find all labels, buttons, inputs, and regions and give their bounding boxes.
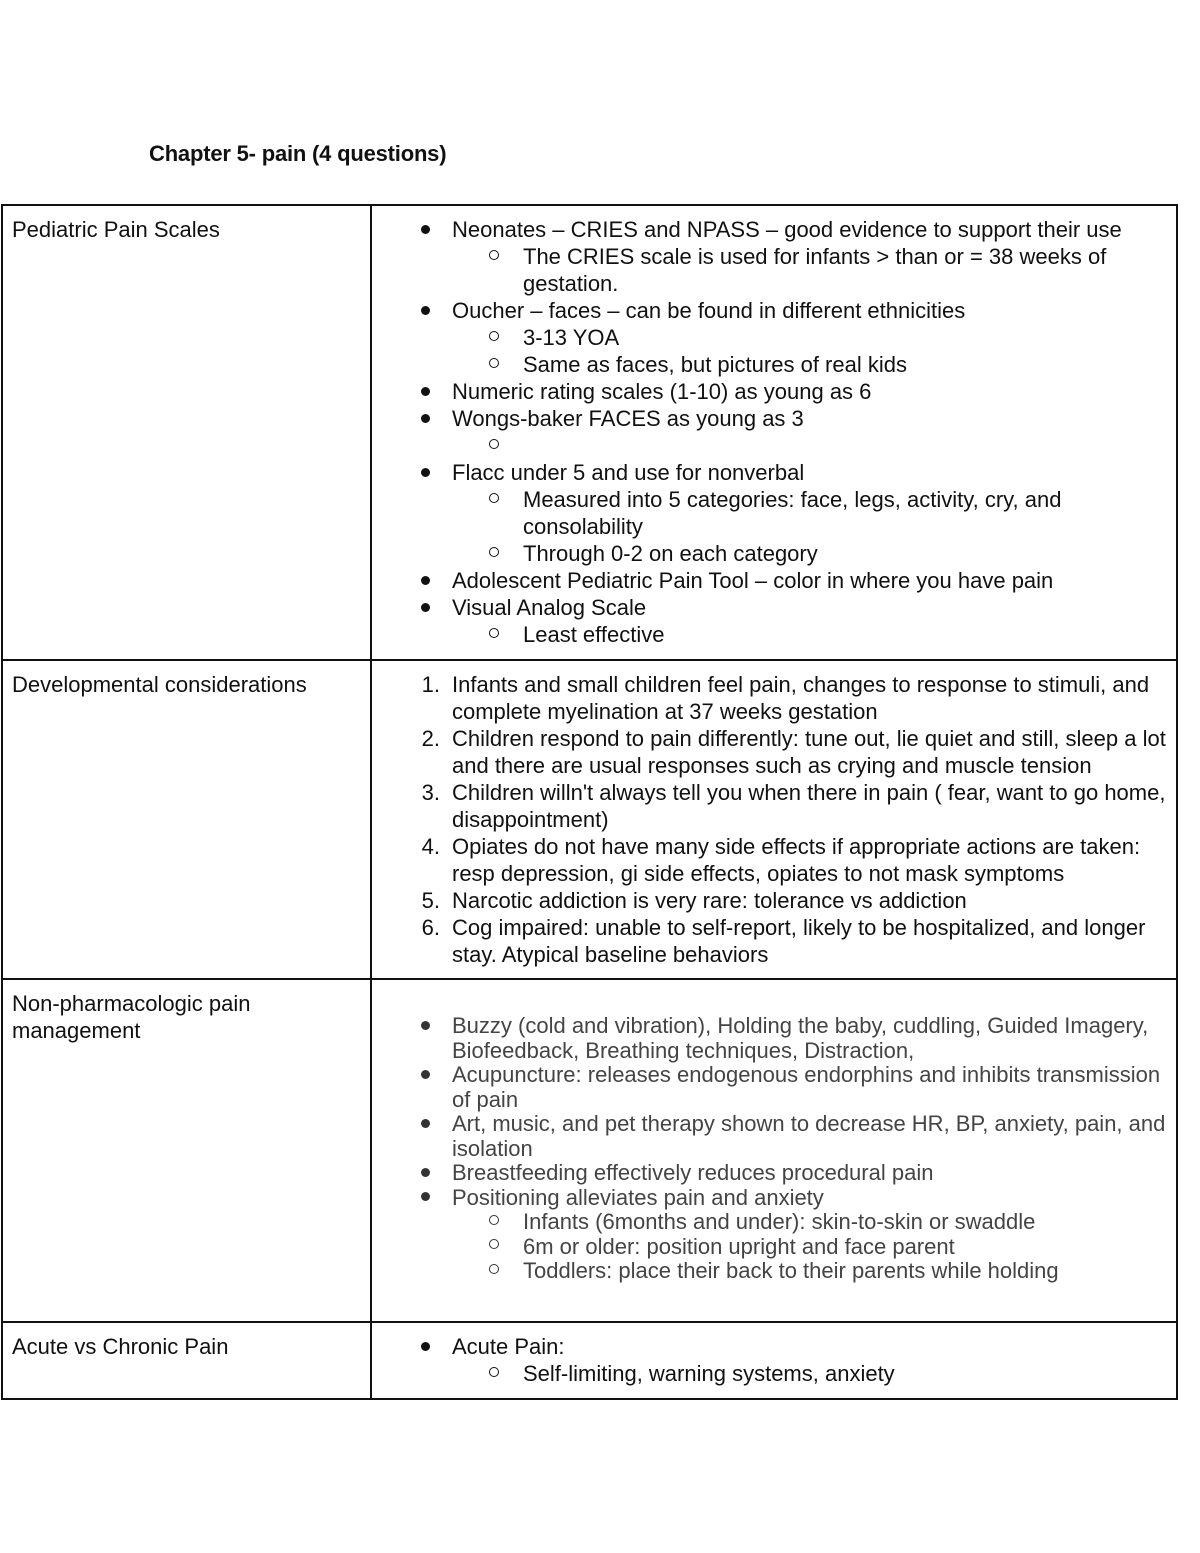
topic-cell: Pediatric Pain Scales [2,205,371,660]
bullet-ring-icon [486,432,502,459]
bullet-dot-icon [418,1063,432,1088]
bullet-ring-icon [486,243,502,270]
bullet-list [372,1333,1170,1387]
list-item: 5. Narcotic addiction is very rare: tolerance vs addiction [421,888,967,913]
list-item: Acute Pain: Self-limiting, warning systems, anxiety [372,1333,1170,1387]
bullet-ring-icon [486,351,502,378]
sub-list-item: Infants (6months and under): skin-to-skin or swaddle [452,1210,1170,1235]
list-item: Buzzy (cold and vibration), Holding the baby, cuddling, Guided Imagery, Biofeedback, Breathing techniques, Distraction, [372,1014,1170,1063]
list-item: Art, music, and pet therapy shown to decrease HR, BP, anxiety, pain, and isolation [372,1112,1170,1161]
list-item: 4. Opiates do not have many side effects if appropriate actions are taken: resp depression, gi side effects, opiates to not mask symptoms [421,834,1141,886]
list-item: Visual Analog Scale Least effective [372,594,1170,648]
bullet-dot-icon [418,594,432,621]
content-cell [371,979,1177,1322]
table-row [2,1322,1177,1399]
topic-cell: Acute vs Chronic Pain [2,1322,371,1399]
topic-cell: Developmental considerations [2,660,371,979]
list-item: Positioning alleviates pain and anxiety Infants (6months and under): skin-to-skin or swaddle 6m or older: position upright and face parent Toddlers: place their back to their parents while holding [372,1186,1170,1284]
bullet-ring-icon [486,1235,502,1260]
bullet-list [372,1014,1170,1284]
list-item: Acupuncture: releases endogenous endorphins and inhibits transmission of pain [372,1063,1170,1112]
bullet-dot-icon [418,1014,432,1039]
bullet-dot-icon [418,1186,432,1211]
table-row [2,979,1177,1322]
bullet-dot-icon [418,378,432,405]
list-item: 6. Cog impaired: unable to self-report, likely to be hospitalized, and longer stay. Atypical baseline behaviors [421,915,1146,967]
content-cell [371,660,1177,979]
bullet-dot-icon [418,216,432,243]
list-item: Neonates – CRIES and NPASS – good evidence to support their use The CRIES scale is used for infants > than or = 38 weeks of gestation. [372,216,1170,297]
content-cell [371,205,1177,660]
bullet-dot-icon [418,1333,432,1360]
sub-list-item: 3-13 YOA [452,324,1170,351]
bullet-dot-icon [418,1112,432,1137]
list-item: Wongs-baker FACES as young as 3 [372,405,1170,459]
content-cell [371,1322,1177,1399]
bullet-dot-icon [418,405,432,432]
list-item: Breastfeeding effectively reduces procedural pain [372,1161,1170,1186]
sub-list-item: Self-limiting, warning systems, anxiety [452,1360,1170,1387]
bullet-dot-icon [418,1161,432,1186]
bullet-ring-icon [486,486,502,513]
bullet-dot-icon [418,297,432,324]
bullet-dot-icon [418,459,432,486]
sub-list-item [452,432,1170,459]
sub-list-item: Same as faces, but pictures of real kids [452,351,1170,378]
bullet-ring-icon [486,1259,502,1284]
bullet-dot-icon [418,567,432,594]
list-item: 2. Children respond to pain differently: tune out, lie quiet and still, sleep a lot and there are usual responses such as crying and muscle tension [421,726,1166,778]
bullet-list [372,216,1170,648]
sub-list-item: Measured into 5 categories: face, legs, activity, cry, and consolability [452,486,1170,540]
list-item: 1. Infants and small children feel pain, changes to response to stimuli, and complete myelination at 37 weeks gestation [421,672,1150,724]
bullet-ring-icon [486,324,502,351]
notes-table [1,204,1178,1400]
list-item: Oucher – faces – can be found in different ethnicities 3-13 YOA Same as faces, but pictures of real kids [372,297,1170,378]
sub-list-item: Toddlers: place their back to their parents while holding [452,1259,1170,1284]
bullet-ring-icon [486,621,502,648]
list-item: Adolescent Pediatric Pain Tool – color in where you have pain [372,567,1170,594]
list-item: Numeric rating scales (1-10) as young as 6 [372,378,1170,405]
list-item: Flacc under 5 and use for nonverbal Measured into 5 categories: face, legs, activity, cry, and consolability Through 0-2 on each category [372,459,1170,567]
table-row [2,205,1177,660]
numbered-list [372,671,1170,968]
sub-list-item: Least effective [452,621,1170,648]
bullet-ring-icon [486,1360,502,1387]
table-row [2,660,1177,979]
sub-list-item: 6m or older: position upright and face parent [452,1235,1170,1260]
page-title: Chapter 5- pain (4 questions) [149,141,447,166]
topic-cell: Non-pharmacologic pain management [2,979,371,1322]
sub-list-item: Through 0-2 on each category [452,540,1170,567]
bullet-ring-icon [486,540,502,567]
sub-list-item: The CRIES scale is used for infants > than or = 38 weeks of gestation. [452,243,1170,297]
bullet-ring-icon [486,1210,502,1235]
list-item: 3. Children willn't always tell you when there in pain ( fear, want to go home, disappointment) [421,780,1166,832]
